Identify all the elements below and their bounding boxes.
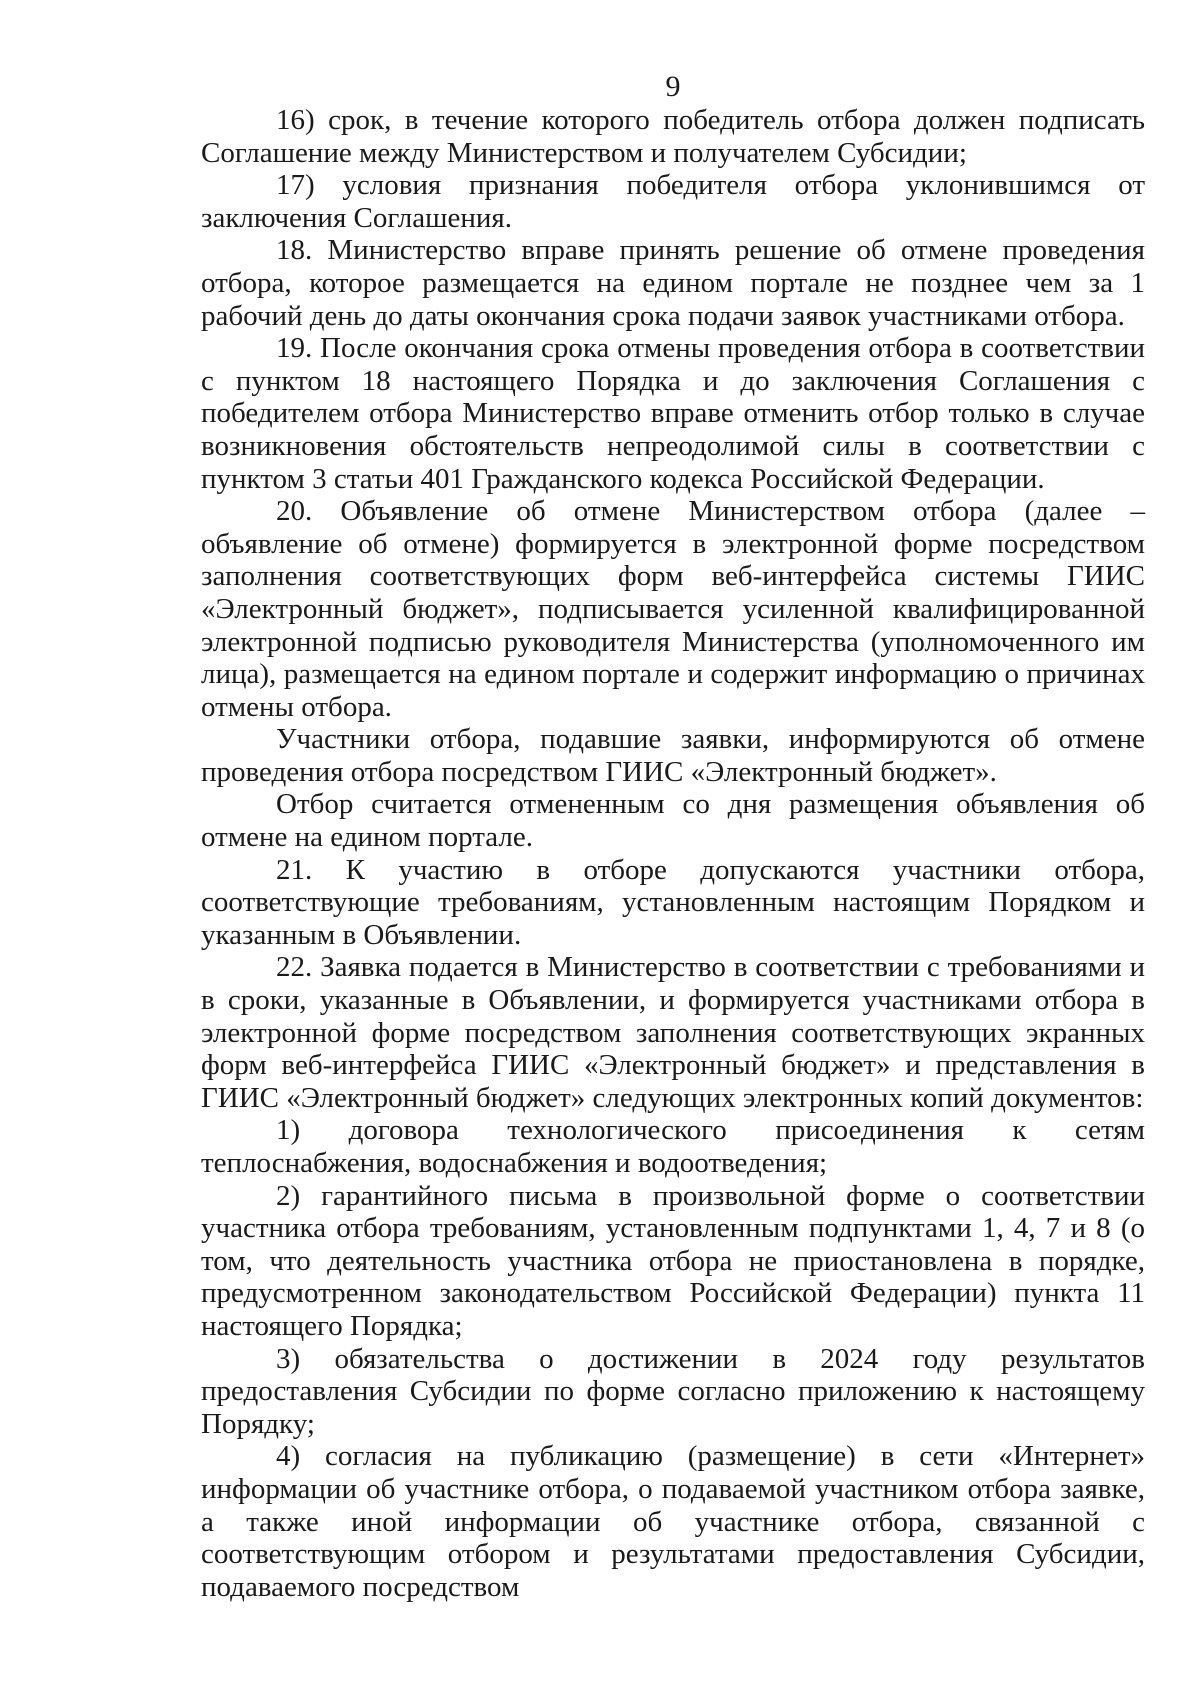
paragraph-item-16: 16) срок, в течение которого победитель отбора должен подписать Соглашение между Министерством и получателем Субсидии; [201, 104, 1145, 169]
paragraph-point-21: 21. К участию в отборе допускаются участники отбора, соответствующие требованиям, установленным настоящим Порядком и указанным в Объявлении. [201, 853, 1145, 951]
page-number: 9 [665, 70, 681, 103]
paragraph-subitem-2: 2) гарантийного письма в произвольной форме о соответствии участника отбора требованиям, установленным подпунктами 1, 4, 7 и 8 (о том, что деятельность участника отбора не приостановлена в порядке, предусмотренном законодательством Российской Федерации) пункта 11 настоящего Порядка; [201, 1179, 1145, 1342]
document-body [201, 104, 1145, 1603]
paragraph-subitem-3: 3) обязательства о достижении в 2024 году результатов предоставления Субсидии по форме согласно приложению к настоящему Порядку; [201, 1342, 1145, 1440]
paragraph-participants-informed: Участники отбора, подавшие заявки, информируются об отмене проведения отбора посредством ГИИС «Электронный бюджет». [201, 723, 1145, 788]
paragraph-item-17: 17) условия признания победителя отбора уклонившимся от заключения Соглашения. [201, 169, 1145, 234]
paragraph-subitem-1: 1) договора технологического присоединения к сетям теплоснабжения, водоснабжения и водоотведения; [201, 1114, 1145, 1179]
paragraph-point-22: 22. Заявка подается в Министерство в соответствии с требованиями и в сроки, указанные в Объявлении, и формируется участниками отбора в электронной форме посредством заполнения соответствующих экранных форм веб-интерфейса ГИИС «Электронный бюджет» и представления в ГИИС «Электронный бюджет» следующих электронных копий документов: [201, 951, 1145, 1114]
paragraph-selection-cancelled: Отбор считается отмененным со дня размещения объявления об отмене на едином портале. [201, 788, 1145, 854]
paragraph-point-19: 19. После окончания срока отмены проведения отбора в соответствии с пунктом 18 настоящего Порядка и до заключения Соглашения с победителем отбора Министерство вправе отменить отбор только в случае возникновения обстоятельств непреодолимой силы в соответствии с пунктом 3 статьи 401 Гражданского кодекса Российской Федерации. [201, 332, 1145, 495]
paragraph-point-20: 20. Объявление об отмене Министерством отбора (далее – объявление об отмене) формируется в электронной форме посредством заполнения соответствующих форм веб-интерфейса системы ГИИС «Электронный бюджет», подписывается усиленной квалифицированной электронной подписью руководителя Министерства (уполномоченного им лица), размещается на едином портале и содержит информацию о причинах отмены отбора. [201, 495, 1145, 723]
paragraph-subitem-4: 4) согласия на публикацию (размещение) в сети «Интернет» информации об участнике отбора, о подаваемой участником отбора заявке, а также иной информации об участнике отбора, связанной с соответствующим отбором и результатами предоставления Субсидии, подаваемого посредством [201, 1440, 1145, 1603]
paragraph-point-18: 18. Министерство вправе принять решение об отмене проведения отбора, которое размещается на едином портале не позднее чем за 1 рабочий день до даты окончания срока подачи заявок участниками отбора. [201, 234, 1145, 332]
